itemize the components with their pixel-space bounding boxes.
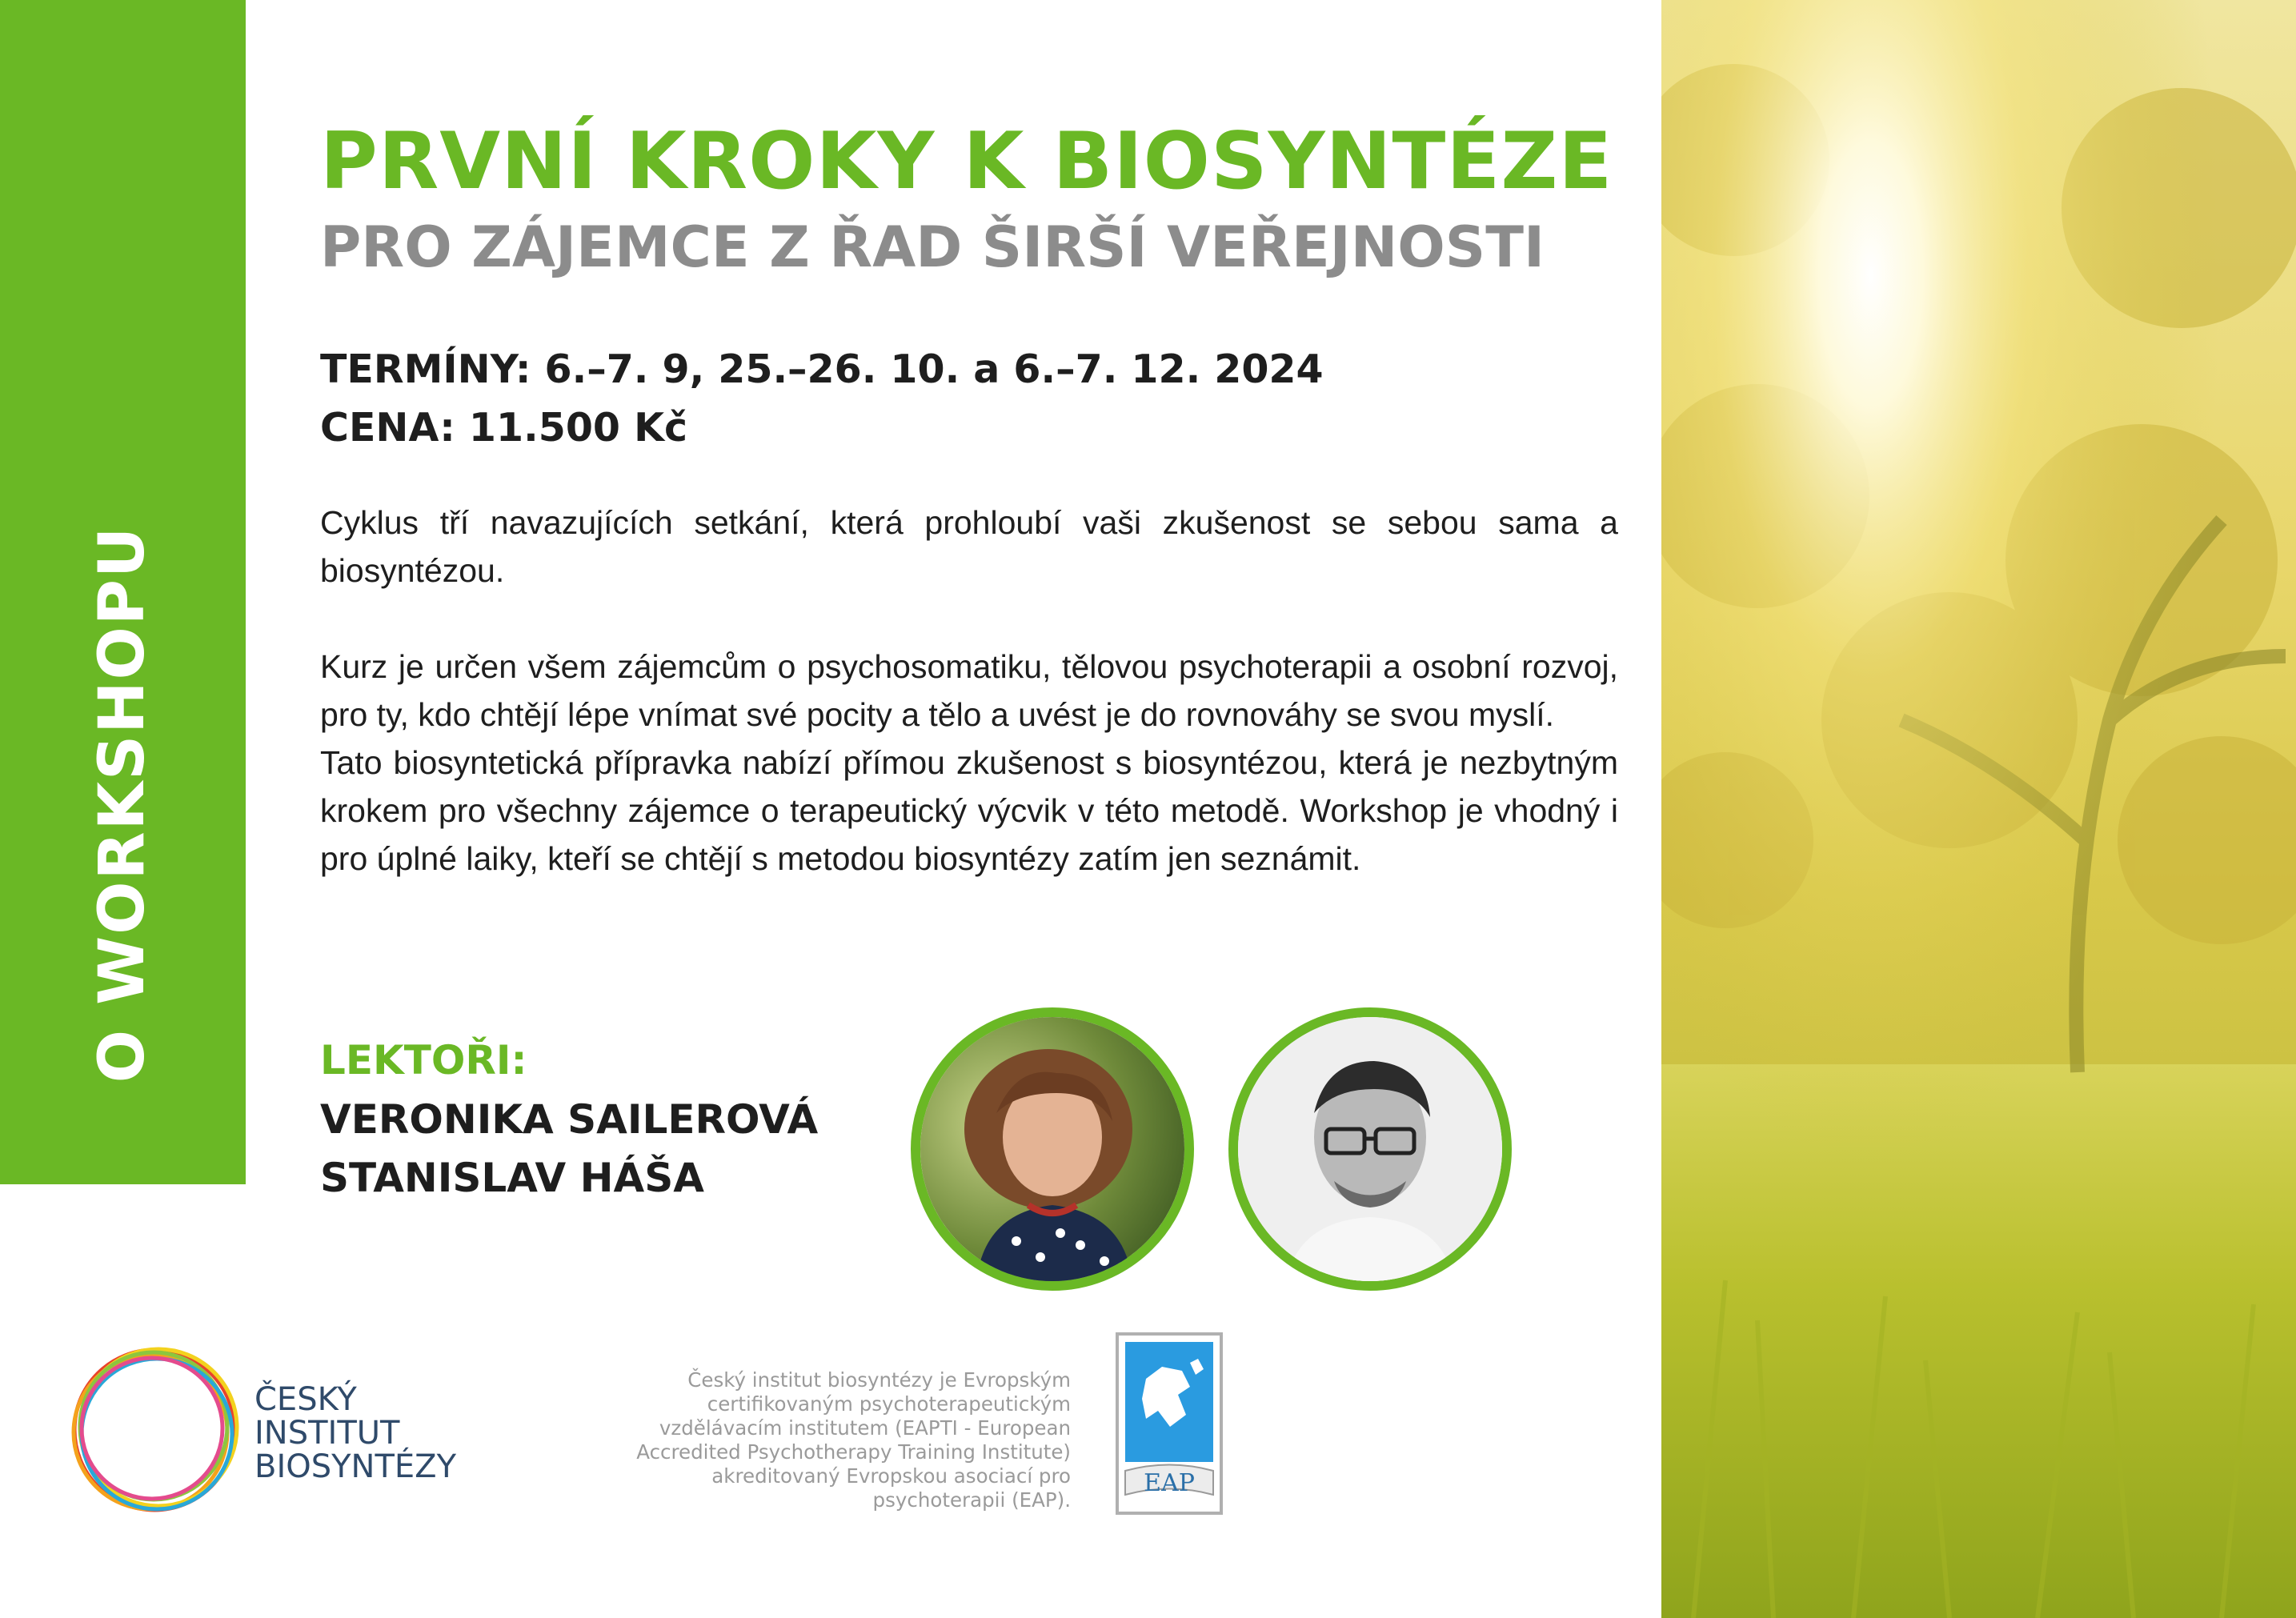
eap-logo-icon [1114, 1331, 1224, 1516]
lecturer-name-1: VERONIKA SAILEROVÁ [320, 1096, 819, 1143]
institute-logo-text [254, 1383, 456, 1484]
logo-line-3: BIOSYNTÉZY [254, 1448, 457, 1485]
lecturer-photo-1 [911, 1007, 1194, 1291]
description-paragraph-3: Tato biosyntetická přípravka nabízí přímou zkušenost s biosyntézou, která je nezbytným krokem pro všechny zájemce o terapeutický výcvik v této metodě. Workshop je vhodný i pro úplné laiky, kteří se chtějí s metodou biosyntézy zatím jen seznámit. [320, 744, 1618, 877]
logo-line-1: ČESKÝ [254, 1381, 357, 1418]
lecturer-photo-2 [1228, 1007, 1512, 1291]
lecturer-name-2: STANISLAV HÁŠA [320, 1155, 704, 1201]
logo-line-2: INSTITUT [254, 1415, 400, 1452]
description [320, 499, 1618, 883]
institute-logo-icon [62, 1338, 246, 1522]
price-line: CENA: 11.500 Kč [320, 405, 688, 451]
side-label: O WORKSHOPU [86, 525, 158, 1083]
nature-photo [1661, 0, 2296, 1618]
eap-logo-label: EAP [1144, 1469, 1195, 1497]
page-title: PRVNÍ KROKY K BIOSYNTÉZE [320, 116, 1613, 207]
eap-accreditation-note: Český institut biosyntézy je Evropským certifikovaným psychoterapeutickým vzdělávacím institutem (EAPTI - European Accredited Psychotherapy Training Institute) akreditovaný Evropskou asociací pro psychoterapii (EAP). [636, 1368, 1071, 1512]
page-subtitle: PRO ZÁJEMCE Z ŘAD ŠIRŠÍ VEŘEJNOSTI [320, 214, 1545, 280]
lecturers-heading: LEKTOŘI: [320, 1037, 527, 1083]
terms-line: TERMÍNY: 6.–7. 9, 25.–26. 10. a 6.–7. 12. 2024 [320, 346, 1324, 392]
description-paragraph-1: Cyklus tří navazujících setkání, která prohloubí vaši zkušenost se sebou sama a biosyntézou. [320, 504, 1618, 589]
description-paragraph-2: Kurz je určen všem zájemcům o psychosomatiku, tělovou psychoterapii a osobní rozvoj, pro ty, kdo chtějí lépe vnímat své pocity a tělo a uvést je do rovnováhy se svou myslí. [320, 648, 1618, 733]
